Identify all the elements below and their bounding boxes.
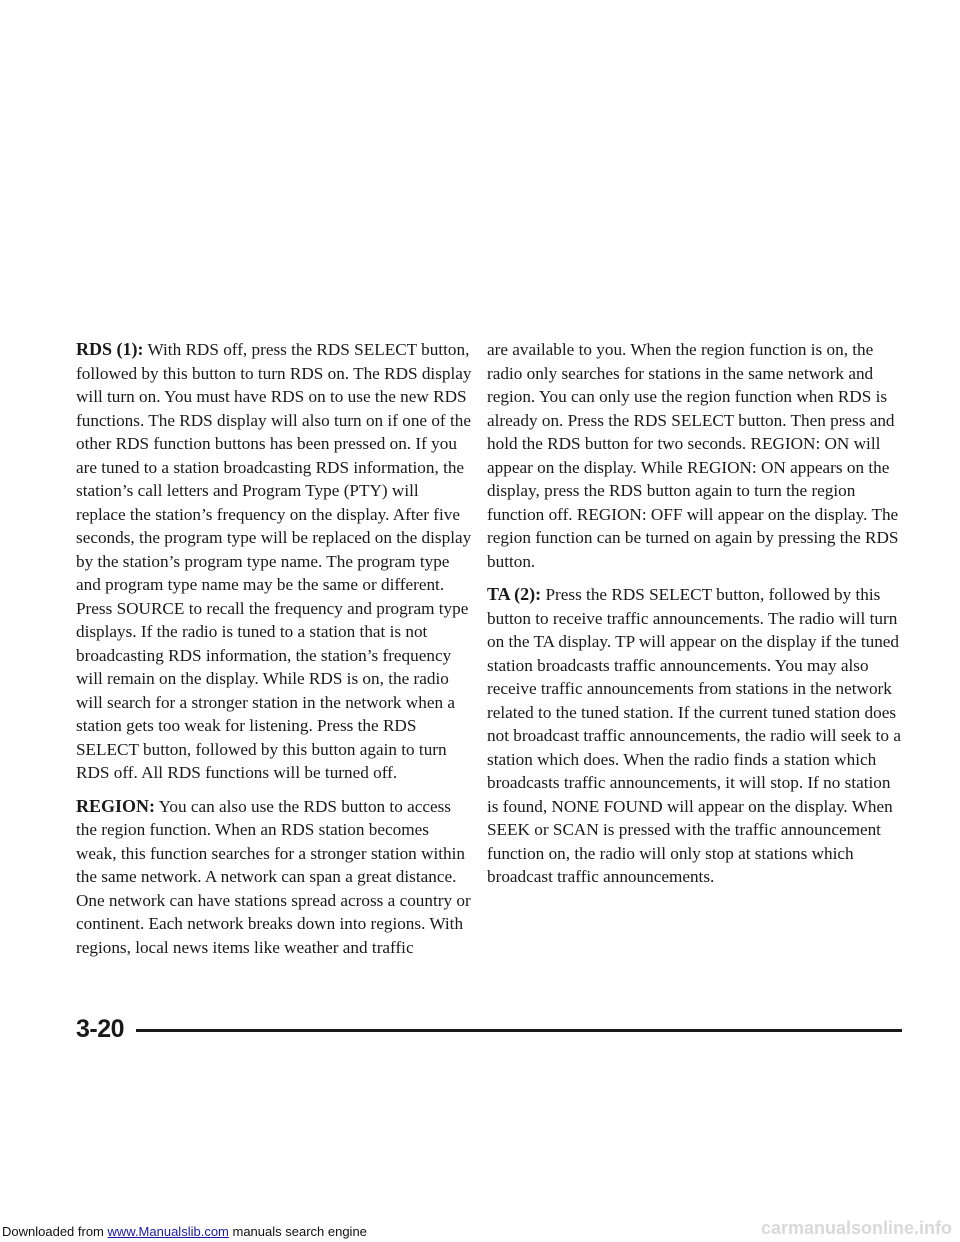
left-column xyxy=(76,338,472,969)
watermark: carmanualsonline.info xyxy=(760,1218,952,1238)
paragraph-ta xyxy=(487,583,901,889)
manualslib-link[interactable]: www.Manualslib.com xyxy=(107,1224,229,1239)
page-footer xyxy=(76,1014,902,1048)
region-body: You can also use the RDS button to access the region function. When an RDS station becomes weak, this function searches for a stronger station within the same network. A network can span a great distance. One network can have stations spread across a country or continent. Each network breaks down into regions. With regions, local news items like weather and traffic xyxy=(76,796,471,957)
right-column xyxy=(487,338,901,899)
paragraph-rds xyxy=(76,338,472,785)
paragraph-region xyxy=(76,795,472,960)
page-number: 3-20 xyxy=(76,1015,125,1043)
download-note-suffix: manuals search engine xyxy=(228,1224,367,1239)
ta-body: Press the RDS SELECT button, followed by this button to receive traffic announcements. The radio will turn on the TA display. TP will appear on the display if the tuned station broadcasts traffic announcements. You may also receive traffic announcements from stations in the network related to the tuned station. If the current tuned station does not broadcast traffic announcements, the radio will seek to a station which does. When the radio finds a station which broadcasts traffic announcements, it will stop. If no station is found, NONE FOUND will appear on the display. When SEEK or SCAN is pressed with the traffic announcement function on, the radio will only stop at stations which broadcast traffic announcements. xyxy=(487,585,901,886)
rds-body: With RDS off, press the RDS SELECT button, followed by this button to turn RDS on. The RDS display will turn on. You must have RDS on to use the new RDS functions. The RDS display will also turn on if one of the other RDS function buttons has been pressed on. If you are tuned to a station broadcasting RDS information, the station’s call letters and Program Type (PTY) will replace the station’s frequency on the display. After five seconds, the program type will be replaced on the display by the station’s program type name. The program type and program type name may be the same or different. Press SOURCE to recall the frequency and program type displays. If the radio is tuned to a station that is not broadcasting RDS information, the station’s frequency will remain on the display. While RDS is on, the radio will search for a stronger station in the network when a station gets too weak for listening. Press the RDS SELECT button, followed by this button again to turn RDS off. All RDS functions will be turned off. xyxy=(76,340,472,782)
region-continued-body: are available to you. When the region function is on, the radio only searches for stations in the same network and region. You can only use the region function when RDS is already on. Press the RDS SELECT button. Then press and hold the RDS button for two seconds. REGION: ON will appear on the display. While REGION: ON appears on the display, press the RDS button again to turn the region function off. REGION: OFF will appear on the display. The region function can be turned on again by pressing the RDS button. xyxy=(487,340,899,571)
footer-divider xyxy=(136,1029,902,1032)
rds-heading: RDS (1): xyxy=(76,339,144,359)
region-heading: REGION: xyxy=(76,795,156,816)
paragraph-region-continued xyxy=(487,338,901,573)
ta-heading: TA (2): xyxy=(487,584,542,604)
download-note xyxy=(2,1224,367,1240)
download-note-prefix: Downloaded from xyxy=(2,1224,108,1239)
